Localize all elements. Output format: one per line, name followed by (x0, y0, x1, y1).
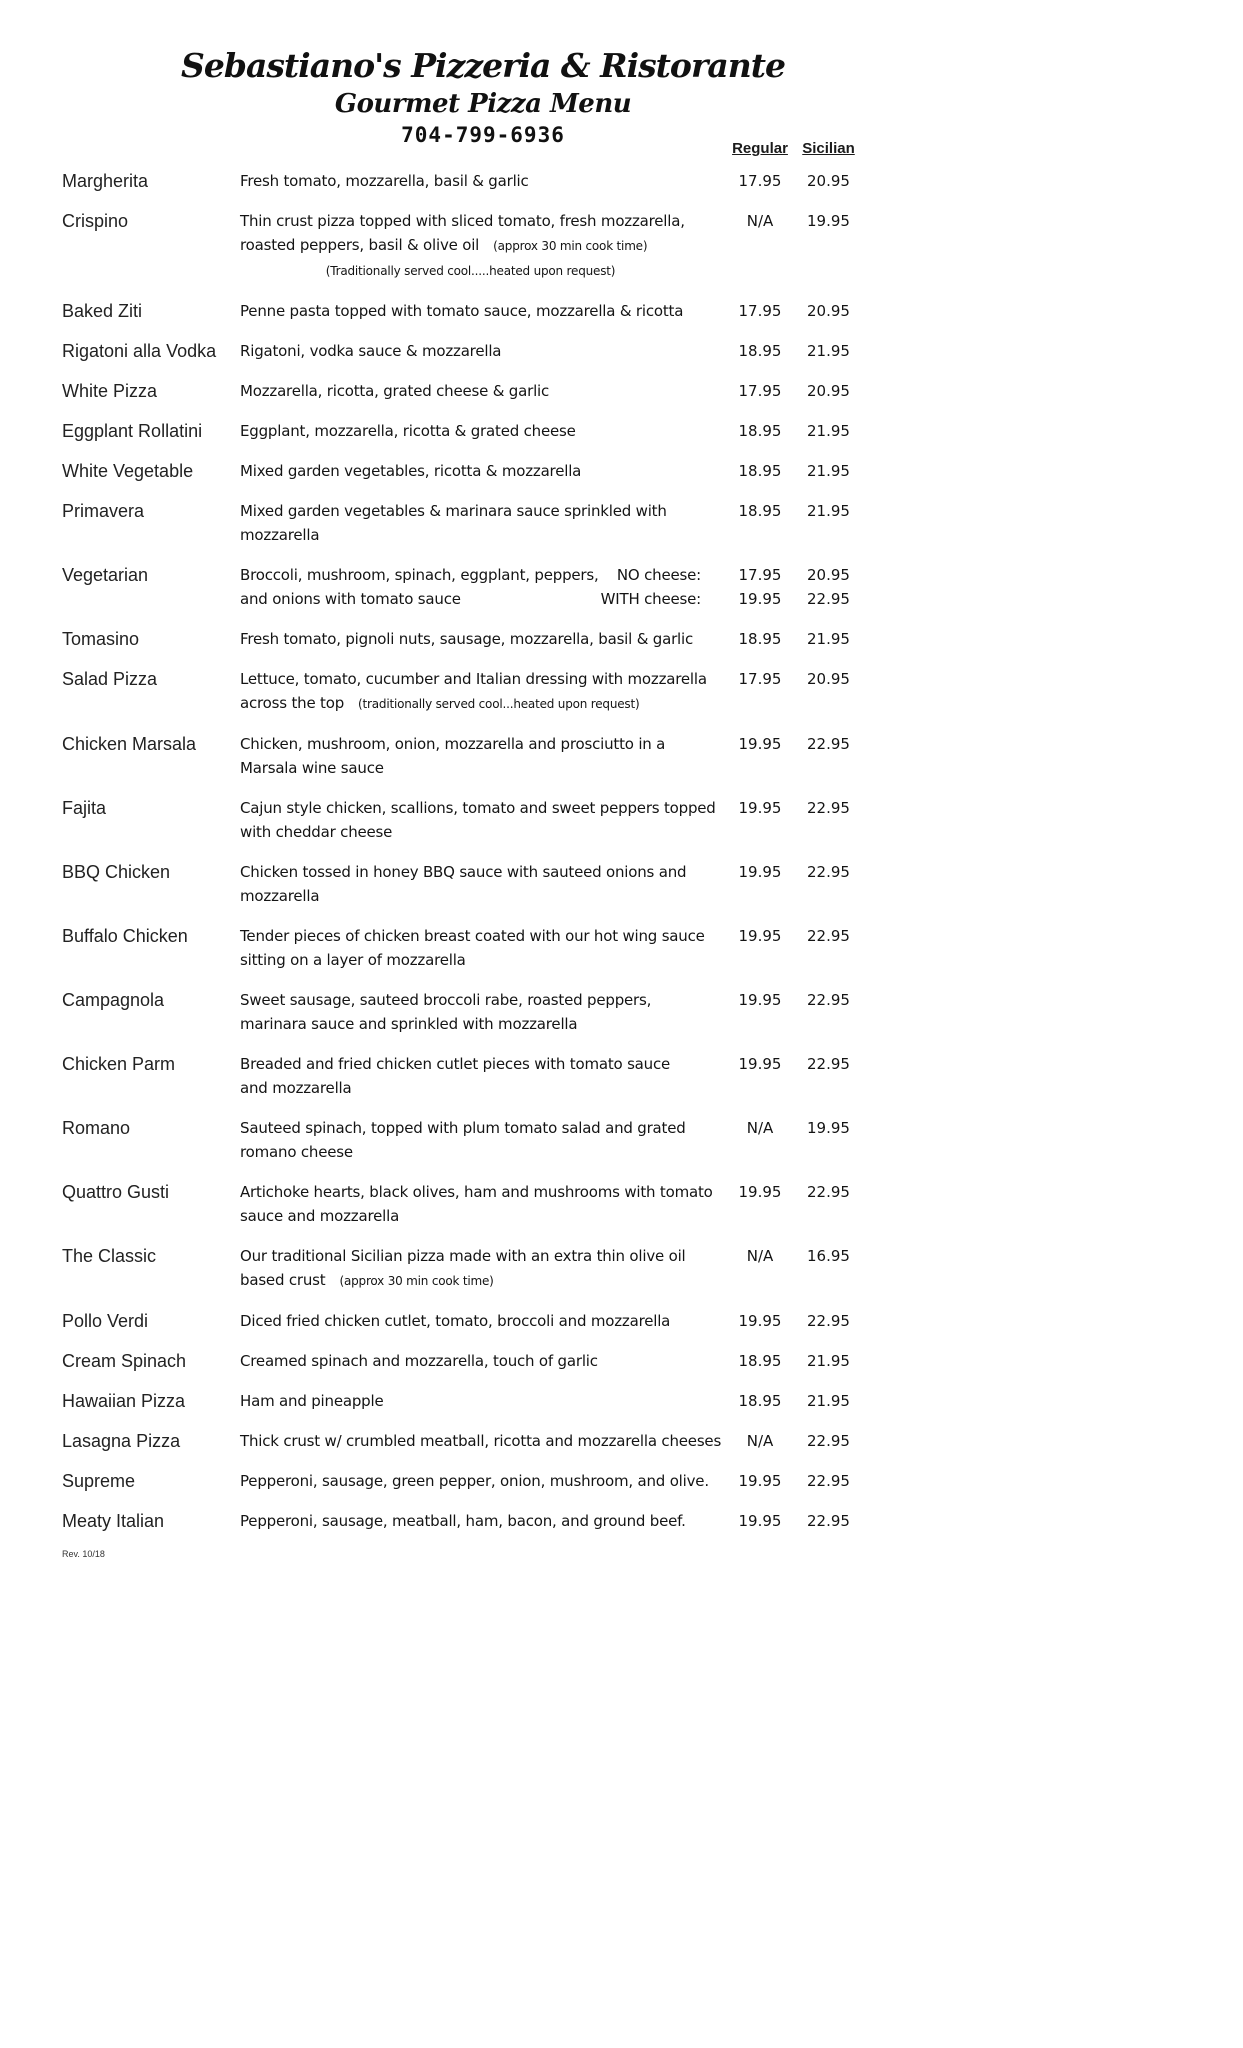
item-name: The Classic (62, 1246, 157, 1266)
item-name: Vegetarian (62, 565, 149, 585)
price-sicilian-value: 22.95 (807, 1312, 850, 1330)
item-description (240, 860, 725, 908)
item-price-regular (725, 1389, 795, 1413)
menu-item-row (62, 627, 862, 651)
menu-item-row (62, 459, 862, 483)
description-line (240, 627, 701, 651)
menu-item-row (62, 1349, 862, 1373)
item-price-sicilian (795, 299, 862, 323)
item-price-sicilian (795, 459, 862, 483)
menu-item-row (62, 924, 862, 972)
description-line (240, 379, 701, 403)
description-line (240, 1140, 701, 1164)
price-regular-value: 17.95 (738, 382, 782, 400)
price-regular-value: 19.95 (738, 1472, 782, 1490)
description-text: Breaded and fried chicken cutlet pieces with tomato sauce (240, 1055, 671, 1073)
menu-item-row (62, 1309, 862, 1333)
item-name: Primavera (62, 501, 145, 521)
item-name: Lasagna Pizza (62, 1431, 181, 1451)
item-description (240, 1309, 725, 1333)
item-description (240, 667, 725, 716)
price-sicilian-value: 20.95 (807, 566, 850, 584)
item-name: Supreme (62, 1471, 136, 1491)
item-description (240, 169, 725, 193)
item-price-regular (725, 499, 795, 523)
description-text: Penne pasta topped with tomato sauce, mozzarella & ricotta (240, 302, 684, 320)
item-price-regular (725, 1469, 795, 1493)
description-text: Diced fried chicken cutlet, tomato, broccoli and mozzarella (240, 1312, 671, 1330)
price-regular-value: 19.95 (738, 927, 782, 945)
description-text: Mixed garden vegetables, ricotta & mozzarella (240, 462, 582, 480)
price-sicilian-value: 21.95 (807, 1392, 850, 1410)
menu-item-row (62, 299, 862, 323)
item-description (240, 379, 725, 403)
price-sicilian-value: 22.95 (807, 1512, 850, 1530)
description-line (240, 884, 701, 908)
description-text: Pepperoni, sausage, green pepper, onion, mushroom, and olive. (240, 1472, 709, 1490)
item-price-sicilian (795, 1349, 862, 1373)
item-price-sicilian (795, 499, 862, 523)
menu-item-row (62, 796, 862, 844)
menu-items-list (62, 169, 870, 1533)
item-price-regular (725, 299, 795, 323)
description-line (240, 563, 701, 587)
price-sicilian-value: 22.95 (807, 1472, 850, 1490)
item-description (240, 1349, 725, 1373)
item-description (240, 1429, 725, 1453)
description-line (240, 1268, 701, 1293)
description-line (240, 419, 701, 443)
menu-item-row (62, 379, 862, 403)
price-sicilian-value: 19.95 (807, 212, 850, 230)
menu-item-row (62, 1469, 862, 1493)
description-text: Sweet sausage, sauteed broccoli rabe, roasted peppers, (240, 991, 652, 1009)
description-line (240, 209, 701, 233)
item-price-regular (725, 924, 795, 948)
price-sicilian-value: 21.95 (807, 630, 850, 648)
item-name: Eggplant Rollatini (62, 421, 203, 441)
item-name: Pollo Verdi (62, 1311, 149, 1331)
description-text: Broccoli, mushroom, spinach, eggplant, peppers, (240, 566, 599, 584)
description-line (240, 1244, 701, 1268)
price-regular-value: 18.95 (738, 1352, 782, 1370)
price-regular-value: 19.95 (738, 799, 782, 817)
cheese-option-label: NO cheese: (616, 566, 701, 584)
item-description (240, 1469, 725, 1493)
price-sicilian-value: 22.95 (807, 1432, 850, 1450)
description-note: (approx 30 min cook time) (493, 239, 648, 253)
price-regular-value: N/A (746, 1119, 774, 1137)
price-regular-value: 19.95 (738, 735, 782, 753)
restaurant-title: Sebastiano's Pizzeria & Ristorante (181, 46, 785, 85)
price-regular-value: 18.95 (738, 342, 782, 360)
description-line (240, 667, 707, 691)
item-name: Crispino (62, 211, 129, 231)
description-line (240, 1204, 701, 1228)
description-text: mozzarella (240, 887, 320, 905)
price-column-headers (725, 140, 862, 157)
description-text: Chicken, mushroom, onion, mozzarella and prosciutto in a (240, 735, 666, 753)
item-description (240, 419, 725, 443)
description-line (240, 233, 701, 258)
price-sicilian-value: 22.95 (807, 735, 850, 753)
item-price-sicilian (795, 379, 862, 403)
description-text: marinara sauce and sprinkled with mozzarella (240, 1015, 578, 1033)
item-name: Chicken Marsala (62, 734, 197, 754)
menu-item-row (62, 860, 862, 908)
description-text: sauce and mozzarella (240, 1207, 400, 1225)
item-price-regular (725, 1052, 795, 1076)
item-name: Romano (62, 1118, 131, 1138)
description-text: across the top (240, 694, 345, 712)
item-description (240, 339, 725, 363)
description-line (240, 1116, 701, 1140)
menu-item-row (62, 499, 862, 547)
item-price-regular (725, 1244, 795, 1268)
item-description (240, 1389, 725, 1413)
item-price-sicilian (795, 209, 862, 233)
description-line (240, 1469, 709, 1493)
menu-item-row (62, 419, 862, 443)
item-price-sicilian (795, 988, 862, 1012)
phone-row (62, 123, 862, 159)
item-description (240, 299, 725, 323)
item-price-sicilian (795, 339, 862, 363)
item-price-regular (725, 988, 795, 1012)
description-text: Thin crust pizza topped with sliced tomato, fresh mozzarella, (240, 212, 685, 230)
item-price-regular (725, 209, 795, 233)
item-name: Cream Spinach (62, 1351, 187, 1371)
menu-item-row (62, 209, 862, 283)
price-sicilian-value: 21.95 (807, 342, 850, 360)
description-line (240, 796, 716, 820)
item-name: Campagnola (62, 990, 165, 1010)
description-text: Mozzarella, ricotta, grated cheese & garlic (240, 382, 550, 400)
item-description (240, 209, 725, 283)
description-text: Rigatoni, vodka sauce & mozzarella (240, 342, 502, 360)
item-description (240, 988, 725, 1036)
item-price-regular (725, 860, 795, 884)
description-text: Fresh tomato, mozzarella, basil & garlic (240, 172, 529, 190)
menu-item-row (62, 732, 862, 780)
item-name: Baked Ziti (62, 301, 143, 321)
item-price-sicilian (795, 1469, 862, 1493)
price-regular-value: 19.95 (738, 1512, 782, 1530)
description-text: with cheddar cheese (240, 823, 393, 841)
description-text: Lettuce, tomato, cucumber and Italian dressing with mozzarella (240, 670, 707, 688)
price-sicilian-value: 21.95 (807, 462, 850, 480)
description-line (240, 258, 701, 283)
description-line (240, 732, 701, 756)
item-name: BBQ Chicken (62, 862, 171, 882)
phone-number: 704-799-6936 (401, 123, 565, 147)
item-price-sicilian (795, 667, 862, 691)
description-line (240, 948, 701, 972)
item-name: Buffalo Chicken (62, 926, 188, 946)
item-price-regular (725, 419, 795, 443)
price-sicilian-value: 21.95 (807, 422, 850, 440)
item-name: Fajita (62, 798, 107, 818)
item-price-regular (725, 1180, 795, 1204)
description-text: Chicken tossed in honey BBQ sauce with sauteed onions and (240, 863, 687, 881)
price-regular-value: 18.95 (738, 630, 782, 648)
item-description (240, 499, 725, 547)
description-line (240, 1389, 701, 1413)
description-line (240, 523, 701, 547)
item-price-regular (725, 459, 795, 483)
column-header-sicilian: Sicilian (802, 140, 855, 157)
price-regular-value: 19.95 (738, 991, 782, 1009)
price-sicilian-value: 22.95 (807, 1055, 850, 1073)
menu-item-row (62, 1244, 862, 1293)
price-regular-value: 19.95 (738, 863, 782, 881)
price-regular-value: N/A (746, 212, 774, 230)
item-price-regular (725, 1116, 795, 1140)
price-regular-value: N/A (746, 1247, 774, 1265)
item-description (240, 627, 725, 651)
item-name: Margherita (62, 171, 149, 191)
item-price-regular (725, 1349, 795, 1373)
price-regular-value: 19.95 (738, 1055, 782, 1073)
item-price-regular (725, 796, 795, 820)
price-sicilian-value: 20.95 (807, 382, 850, 400)
item-price-regular (725, 379, 795, 403)
item-description (240, 1509, 725, 1533)
menu-item-row (62, 563, 862, 611)
cheese-option-label: WITH cheese: (600, 590, 701, 608)
item-price-regular (725, 1509, 795, 1533)
item-description (240, 1244, 725, 1293)
item-description (240, 924, 725, 972)
item-price-regular (725, 169, 795, 193)
menu-item-row (62, 988, 862, 1036)
item-price-sicilian (795, 796, 862, 820)
item-price-sicilian (795, 627, 862, 651)
description-note: (traditionally served cool...heated upon request) (358, 697, 640, 711)
menu-item-row (62, 339, 862, 363)
item-name: Meaty Italian (62, 1511, 165, 1531)
description-line (240, 1012, 701, 1036)
description-text: Ham and pineapple (240, 1392, 384, 1410)
menu-subtitle: Gourmet Pizza Menu (334, 89, 632, 119)
description-text: Fresh tomato, pignoli nuts, sausage, mozzarella, basil & garlic (240, 630, 694, 648)
item-price-regular (725, 563, 795, 611)
price-regular-value: 19.95 (738, 590, 782, 608)
item-price-sicilian (795, 1244, 862, 1268)
description-text: sitting on a layer of mozzarella (240, 951, 466, 969)
description-text: Thick crust w/ crumbled meatball, ricotta and mozzarella cheeses (240, 1432, 722, 1450)
description-note: (Traditionally served cool.....heated upon request) (325, 264, 616, 278)
item-price-sicilian (795, 1116, 862, 1140)
item-price-sicilian (795, 1389, 862, 1413)
description-text: Pepperoni, sausage, meatball, ham, bacon, and ground beef. (240, 1512, 686, 1530)
description-text: and mozzarella (240, 1079, 352, 1097)
price-regular-value: 18.95 (738, 502, 782, 520)
menu-item-row (62, 169, 862, 193)
description-line (240, 587, 701, 611)
description-text: Creamed spinach and mozzarella, touch of garlic (240, 1352, 598, 1370)
item-description (240, 1180, 725, 1228)
menu-item-row (62, 1180, 862, 1228)
item-name: Salad Pizza (62, 669, 158, 689)
price-sicilian-value: 20.95 (807, 302, 850, 320)
description-text: Our traditional Sicilian pizza made with an extra thin olive oil (240, 1247, 686, 1265)
item-price-sicilian (795, 924, 862, 948)
menu-item-row (62, 1429, 862, 1453)
menu-item-row (62, 1389, 862, 1413)
item-price-sicilian (795, 169, 862, 193)
item-name: Chicken Parm (62, 1054, 176, 1074)
item-price-regular (725, 1429, 795, 1453)
price-regular-value: 17.95 (738, 670, 782, 688)
description-text: mozzarella (240, 526, 320, 544)
price-sicilian-value: 22.95 (807, 799, 850, 817)
description-line (240, 299, 701, 323)
item-price-sicilian (795, 1509, 862, 1533)
price-regular-value: 17.95 (738, 566, 782, 584)
item-price-sicilian (795, 732, 862, 756)
price-sicilian-value: 22.95 (807, 1183, 850, 1201)
menu-item-row (62, 667, 862, 716)
item-description (240, 459, 725, 483)
item-price-sicilian (795, 419, 862, 443)
item-price-sicilian (795, 1309, 862, 1333)
price-regular-value: 18.95 (738, 462, 782, 480)
item-name: Rigatoni alla Vodka (62, 341, 217, 361)
price-regular-value: 18.95 (738, 1392, 782, 1410)
item-description (240, 732, 725, 780)
column-header-regular: Regular (732, 140, 788, 157)
description-line (240, 1349, 701, 1373)
menu-header (62, 46, 862, 159)
description-line (240, 1309, 701, 1333)
description-text: Cajun style chicken, scallions, tomato and sweet peppers topped (240, 799, 716, 817)
price-regular-value: 19.95 (738, 1312, 782, 1330)
description-text: Artichoke hearts, black olives, ham and mushrooms with tomato (240, 1183, 713, 1201)
item-name: Tomasino (62, 629, 140, 649)
item-price-regular (725, 667, 795, 691)
price-sicilian-value: 20.95 (807, 670, 850, 688)
item-description (240, 796, 725, 844)
description-line (240, 988, 701, 1012)
item-name: White Pizza (62, 381, 158, 401)
price-sicilian-value: 22.95 (807, 590, 850, 608)
description-line (240, 1052, 701, 1076)
item-price-sicilian (795, 1052, 862, 1076)
item-price-sicilian (795, 1180, 862, 1204)
description-line (240, 691, 701, 716)
item-price-regular (725, 627, 795, 651)
description-line (240, 1429, 722, 1453)
item-description (240, 1052, 725, 1100)
description-line (240, 924, 705, 948)
description-line (240, 1509, 701, 1533)
revision-note: Rev. 10/18 (62, 1549, 105, 1559)
menu-item-row (62, 1116, 862, 1164)
price-regular-value: 18.95 (738, 422, 782, 440)
description-line (240, 756, 701, 780)
item-name: Quattro Gusti (62, 1182, 170, 1202)
price-sicilian-value: 22.95 (807, 991, 850, 1009)
price-regular-value: 17.95 (738, 172, 782, 190)
description-note: (approx 30 min cook time) (339, 1274, 494, 1288)
description-text: and onions with tomato sauce (240, 590, 461, 608)
item-price-regular (725, 732, 795, 756)
description-text: romano cheese (240, 1143, 353, 1161)
description-line (240, 499, 701, 523)
item-price-sicilian (795, 563, 862, 611)
description-line (240, 339, 701, 363)
description-line (240, 1180, 713, 1204)
price-sicilian-value: 16.95 (807, 1247, 850, 1265)
price-sicilian-value: 22.95 (807, 863, 850, 881)
price-regular-value: 19.95 (738, 1183, 782, 1201)
description-text: based crust (240, 1271, 326, 1289)
description-text: Eggplant, mozzarella, ricotta & grated cheese (240, 422, 576, 440)
item-description (240, 563, 725, 611)
price-regular-value: 17.95 (738, 302, 782, 320)
item-price-sicilian (795, 1429, 862, 1453)
price-sicilian-value: 21.95 (807, 1352, 850, 1370)
item-name: Hawaiian Pizza (62, 1391, 186, 1411)
description-line (240, 820, 701, 844)
price-regular-value: N/A (746, 1432, 774, 1450)
description-line (240, 169, 701, 193)
item-description (240, 1116, 725, 1164)
description-text: Sauteed spinach, topped with plum tomato salad and grated (240, 1119, 686, 1137)
menu-item-row (62, 1509, 862, 1533)
price-sicilian-value: 21.95 (807, 502, 850, 520)
item-price-regular (725, 1309, 795, 1333)
price-sicilian-value: 22.95 (807, 927, 850, 945)
price-sicilian-value: 20.95 (807, 172, 850, 190)
item-price-regular (725, 339, 795, 363)
item-price-sicilian (795, 860, 862, 884)
description-line (240, 1076, 701, 1100)
menu-item-row (62, 1052, 862, 1100)
description-text: Tender pieces of chicken breast coated with our hot wing sauce (240, 927, 705, 945)
description-line (240, 860, 701, 884)
description-text: Marsala wine sauce (240, 759, 384, 777)
item-name: White Vegetable (62, 461, 194, 481)
price-sicilian-value: 19.95 (807, 1119, 850, 1137)
description-line (240, 459, 701, 483)
description-text: Mixed garden vegetables & marinara sauce sprinkled with (240, 502, 667, 520)
description-text: roasted peppers, basil & olive oil (240, 236, 480, 254)
